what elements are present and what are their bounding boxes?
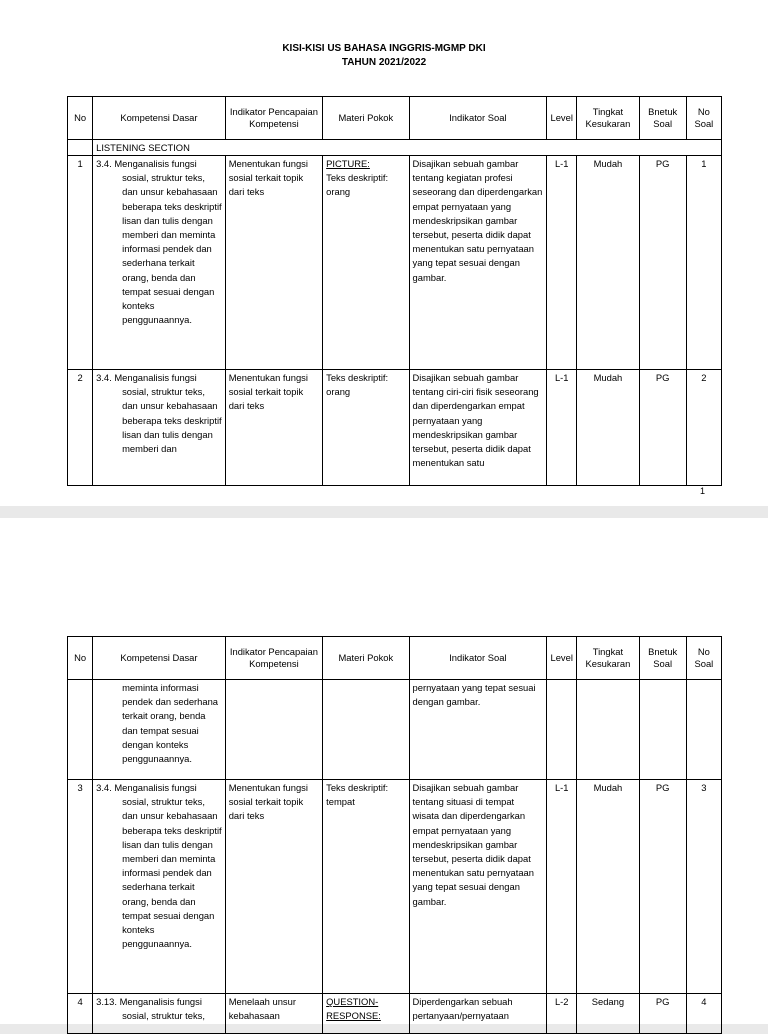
cell-indikator-pencapaian: Menentukan fungsi sosial terkait topik dari teks xyxy=(225,156,322,370)
header-kompetensi-dasar: Kompetensi Dasar xyxy=(93,637,226,680)
header-indikator-soal: Indikator Soal xyxy=(409,637,547,680)
cell-kompetensi-dasar xyxy=(93,370,226,486)
cell-tingkat-kesukaran: Mudah xyxy=(577,780,639,994)
cell-level: L-1 xyxy=(547,780,577,994)
kd-first-line: Menganalisis fungsi xyxy=(114,158,197,169)
cell-materi-pokok xyxy=(323,156,409,370)
cell-indikator-soal: Diperdengarkan sebuah pertanyaan/pernyataan xyxy=(409,994,547,1034)
section-label: LISTENING SECTION xyxy=(93,140,722,156)
header-level: Level xyxy=(547,97,577,140)
cell-kompetensi-dasar xyxy=(93,780,226,994)
cell-indikator-pencapaian: Menentukan fungsi sosial terkait topik dari teks xyxy=(225,370,322,486)
cell-indikator-soal: pernyataan yang tepat sesuai dengan gambar. xyxy=(409,680,547,780)
kd-number: 3.4. xyxy=(96,372,112,383)
cell-kompetensi-dasar xyxy=(93,156,226,370)
cell-indikator-pencapaian: Menelaah unsur kebahasaan xyxy=(225,994,322,1034)
header-bentuk-soal: Bnetuk Soal xyxy=(639,97,686,140)
kd-number: 3.13. xyxy=(96,996,117,1007)
header-indikator-soal: Indikator Soal xyxy=(409,97,547,140)
document-title: KISI-KISI US BAHASA INGGRIS-MGMP DKI xyxy=(282,43,486,54)
kd-first-line: Menganalisis fungsi xyxy=(119,996,202,1007)
cell-kompetensi-dasar xyxy=(93,994,226,1034)
header-tingkat-kesukaran: Tingkat Kesukaran xyxy=(577,97,639,140)
cell-no-soal: 3 xyxy=(686,780,721,994)
materi-heading: QUESTION-RESPONSE: xyxy=(326,996,381,1022)
header-materi-pokok: Materi Pokok xyxy=(323,637,409,680)
cell-no: 4 xyxy=(68,994,93,1034)
kd-text: meminta informasi pendek dan sederhana terkait orang, benda dan tempat sesuai dengan konteks penggunaannya. xyxy=(122,682,219,765)
cell-tingkat-kesukaran: Sedang xyxy=(577,994,639,1034)
grid-table-page-1 xyxy=(67,96,722,486)
header-indikator-pencapaian: Indikator Pencapaian Kompetensi xyxy=(225,637,322,680)
cell-level: L-2 xyxy=(547,994,577,1034)
header-row xyxy=(68,97,722,140)
cell-level: L-1 xyxy=(547,370,577,486)
cell-indikator-pencapaian: Menentukan fungsi sosial terkait topik dari teks xyxy=(225,780,322,994)
cell-indikator-soal: Disajikan sebuah gambar tentang kegiatan profesi seseorang dan diperdengarkan empat pernyataan yang mendeskripsikan gambar tersebut, peserta didik dapat menentukan satu pernyataan yang tepat sesuai dengan gambar. xyxy=(409,156,547,370)
cell-no-soal: 1 xyxy=(686,156,721,370)
cell-no: 1 xyxy=(68,156,93,370)
cell-kompetensi-dasar xyxy=(93,680,226,780)
cell-materi-pokok: Teks deskriptif: orang xyxy=(323,370,409,486)
cell-tingkat-kesukaran: Mudah xyxy=(577,370,639,486)
kd-text: sosial, struktur teks, xyxy=(122,1010,205,1022)
header-indikator-pencapaian: Indikator Pencapaian Kompetensi xyxy=(225,97,322,140)
cell-no: 2 xyxy=(68,370,93,486)
cell-materi-pokok xyxy=(323,994,409,1034)
grid-table-page-2 xyxy=(67,636,722,1034)
page-1 xyxy=(0,0,768,506)
table-row xyxy=(68,156,722,370)
kd-number: 3.4. xyxy=(96,782,112,793)
page-2 xyxy=(0,518,768,1024)
header-no: No xyxy=(68,97,93,140)
cell-no-soal: 2 xyxy=(686,370,721,486)
kd-number: 3.4. xyxy=(96,158,112,169)
materi-text: Teks deskriptif: orang xyxy=(326,172,389,198)
table-row xyxy=(68,370,722,486)
cell-materi-pokok: Teks deskriptif: tempat xyxy=(323,780,409,994)
kd-first-line: Menganalisis fungsi xyxy=(114,782,197,793)
kd-first-line: Menganalisis fungsi xyxy=(114,372,197,383)
document-subtitle: TAHUN 2021/2022 xyxy=(341,57,427,68)
cell-bentuk-soal: PG xyxy=(639,156,686,370)
header-kompetensi-dasar: Kompetensi Dasar xyxy=(93,97,226,140)
cell-indikator-soal: Disajikan sebuah gambar tentang ciri-ciri fisik seseorang dan diperdengarkan empat pernyataan yang mendeskripsikan gambar tersebut, peserta didik dapat menentukan satu xyxy=(409,370,547,486)
header-row xyxy=(68,637,722,680)
header-materi-pokok: Materi Pokok xyxy=(323,97,409,140)
page-number: 1 xyxy=(700,486,706,496)
header-no-soal: No Soal xyxy=(686,97,721,140)
cell-bentuk-soal: PG xyxy=(639,994,686,1034)
table-row xyxy=(68,780,722,994)
section-row xyxy=(68,140,722,156)
header-bentuk-soal: Bnetuk Soal xyxy=(639,637,686,680)
cell-tingkat-kesukaran: Mudah xyxy=(577,156,639,370)
cell-level: L-1 xyxy=(547,156,577,370)
cell-no-soal: 4 xyxy=(686,994,721,1034)
kd-text: sosial, struktur teks, dan unsur kebahasaan beberapa teks deskriptif lisan dan tulis dengan memberi dan meminta informasi pendek dan sederhana terkait orang, benda dan tempat sesuai dengan konteks penggunaannya. xyxy=(122,172,222,326)
cell-bentuk-soal: PG xyxy=(639,370,686,486)
cell-no: 3 xyxy=(68,780,93,994)
header-no-soal: No Soal xyxy=(686,637,721,680)
continuation-row xyxy=(68,680,722,780)
materi-heading: PICTURE: xyxy=(326,158,370,169)
kd-text: sosial, struktur teks, dan unsur kebahasaan beberapa teks deskriptif lisan dan tulis dengan memberi dan xyxy=(122,386,222,455)
header-no: No xyxy=(68,637,93,680)
cell-bentuk-soal: PG xyxy=(639,780,686,994)
table-row xyxy=(68,994,722,1034)
kd-text: sosial, struktur teks, dan unsur kebahasaan beberapa teks deskriptif lisan dan tulis dengan memberi dan meminta informasi pendek dan sederhana terkait orang, benda dan tempat sesuai dengan konteks penggunaannya. xyxy=(122,796,222,950)
header-level: Level xyxy=(547,637,577,680)
cell-indikator-soal: Disajikan sebuah gambar tentang situasi di tempat wisata dan diperdengarkan empat pernyataan yang mendeskripsikan gambar tersebut, peserta didik dapat menentukan satu pernyataan yang tepat sesuai dengan gambar. xyxy=(409,780,547,994)
header-tingkat-kesukaran: Tingkat Kesukaran xyxy=(577,637,639,680)
